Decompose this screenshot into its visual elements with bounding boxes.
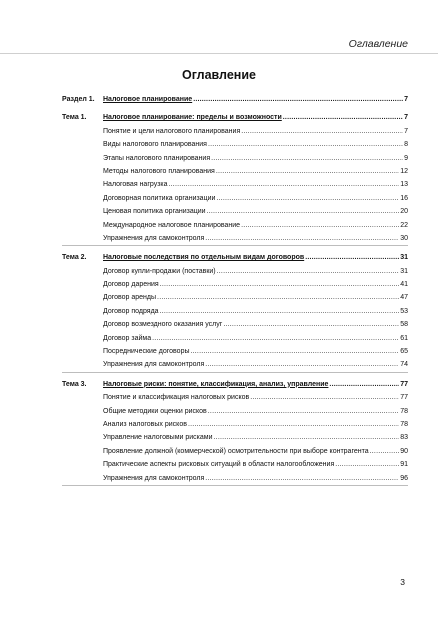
toc-dot-leader [250, 391, 399, 404]
toc-entry-page: 78 [400, 420, 408, 428]
toc-entry-line [103, 165, 408, 178]
toc-entry[interactable] [62, 472, 408, 486]
toc-entry[interactable] [62, 458, 408, 471]
toc-entry[interactable] [62, 192, 408, 205]
toc-entry[interactable] [62, 219, 408, 232]
toc-entry-line [103, 318, 408, 331]
toc-entry-line [103, 458, 408, 471]
toc-entry-text: Налоговая нагрузка [103, 181, 168, 189]
toc-dot-leader [157, 291, 399, 304]
toc-entry[interactable] [62, 358, 408, 372]
toc-dot-leader [169, 178, 400, 191]
toc-section-entry[interactable] [62, 251, 408, 264]
toc-entry-text: Упражнения для самоконтроля [103, 474, 205, 482]
toc-dot-leader [241, 125, 403, 138]
toc-entry-text: Понятие и цели налогового планирования [103, 127, 241, 135]
toc-entry[interactable] [62, 125, 408, 138]
toc-entry-line [103, 305, 408, 318]
toc-entry-page: 22 [400, 221, 408, 229]
toc-entry-page: 30 [400, 234, 408, 242]
toc-entry[interactable] [62, 178, 408, 191]
page-number: 3 [400, 577, 405, 587]
toc-entry-line [103, 445, 408, 458]
toc-entry-page: 16 [400, 194, 408, 202]
toc-entry-text: Налоговые последствия по отдельным видам договоров [103, 254, 305, 262]
toc-dot-leader [205, 358, 399, 371]
toc-entry-page: 74 [400, 361, 408, 369]
toc-entry[interactable] [62, 431, 408, 444]
toc-entry-line [103, 405, 408, 418]
toc-entry-line [103, 472, 408, 485]
toc-entry-line [103, 418, 408, 431]
toc-entry-text: Ценовая политика организации [103, 208, 206, 216]
toc-entry-page: 7 [404, 127, 408, 135]
toc-dot-leader [160, 305, 400, 318]
toc-entry[interactable] [62, 265, 408, 278]
toc-dot-leader [216, 165, 399, 178]
toc-dot-leader [193, 93, 403, 106]
toc-entry[interactable] [62, 291, 408, 304]
toc-dot-leader [283, 111, 403, 124]
toc-entry-page: 77 [400, 394, 408, 402]
toc-entry[interactable] [62, 205, 408, 218]
toc-entry-line [103, 219, 408, 232]
toc-entry-text: Договор купли-продажи (поставки) [103, 267, 216, 275]
toc-section-entry[interactable] [62, 93, 408, 106]
toc-section-entry[interactable] [62, 111, 408, 124]
toc-section-entry[interactable] [62, 378, 408, 391]
toc-entry-text: Упражнения для самоконтроля [103, 361, 205, 369]
toc-entry-line [103, 378, 408, 391]
toc-entry-page: 58 [400, 321, 408, 329]
toc-entry-line [103, 192, 408, 205]
toc-entry-line [103, 125, 408, 138]
toc-entry-line [103, 138, 408, 151]
toc-entry-line [103, 332, 408, 345]
toc-entry-page: 91 [400, 461, 408, 469]
toc-entry-page: 47 [400, 294, 408, 302]
running-header: Оглавление [348, 38, 408, 50]
toc-entry[interactable] [62, 232, 408, 246]
toc-entry-text: Договор аренды [103, 294, 157, 302]
toc-entry-page: 61 [400, 334, 408, 342]
toc-entry-page: 13 [400, 181, 408, 189]
toc-entry[interactable] [62, 445, 408, 458]
toc-entry-line [103, 358, 408, 371]
toc-dot-leader [211, 152, 403, 165]
toc-entry-line [103, 291, 408, 304]
toc-entry-text: Договор подряда [103, 307, 159, 315]
toc-dot-leader [188, 418, 399, 431]
toc-dot-leader [205, 232, 399, 245]
toc-entry-line [103, 111, 408, 124]
toc-entry-label: Тема 1. [62, 114, 87, 122]
toc-entry-text: Понятие и классификация налоговых рисков [103, 394, 250, 402]
toc-entry[interactable] [62, 418, 408, 431]
toc-dot-leader [329, 378, 399, 391]
toc-entry-page: 83 [400, 434, 408, 442]
toc-entry-page: 41 [400, 281, 408, 289]
toc-entry-line [103, 391, 408, 404]
toc-entry-text: Договор возмездного оказания услуг [103, 321, 223, 329]
toc-entry-line [103, 345, 408, 358]
toc-entry-text: Налоговое планирование: пределы и возможности [103, 114, 282, 122]
toc-entry-line [103, 278, 408, 291]
toc-entry-page: 20 [400, 208, 408, 216]
toc-dot-leader [208, 405, 399, 418]
toc-entry[interactable] [62, 152, 408, 165]
toc-entry-text: Практические аспекты рисковых ситуаций в области налогообложения [103, 461, 335, 469]
toc-dot-leader [205, 472, 399, 485]
toc-entry[interactable] [62, 391, 408, 404]
toc-entry-text: Налоговое планирование [103, 96, 193, 103]
toc-entry-text: Этапы налогового планирования [103, 154, 211, 162]
toc-entry-page: 12 [400, 167, 408, 175]
toc-entry-line [103, 431, 408, 444]
toc-dot-leader [160, 278, 399, 291]
toc-entry-text: Управление налоговыми рисками [103, 434, 213, 442]
toc-entry-line [103, 93, 408, 106]
toc-dot-leader [216, 192, 399, 205]
toc-entry-page: 7 [404, 96, 408, 103]
toc-entry-text: Упражнения для самоконтроля [103, 234, 205, 242]
toc-entry-text: Посреднические договоры [103, 348, 190, 356]
toc-entry-text: Налоговые риски: понятие, классификация, анализ, управление [103, 380, 329, 388]
toc-entry-line [103, 232, 408, 245]
toc-dot-leader [191, 345, 400, 358]
toc-entry[interactable] [62, 278, 408, 291]
toc-dot-leader [214, 431, 400, 444]
toc-entry-page: 90 [400, 447, 408, 455]
toc-entry[interactable] [62, 305, 408, 318]
toc-entry[interactable] [62, 345, 408, 358]
toc-entry-page: 31 [400, 254, 408, 262]
toc-dot-leader [217, 265, 400, 278]
toc-entry-page: 77 [400, 380, 408, 388]
toc-dot-leader [223, 318, 399, 331]
page-title: Оглавление [182, 68, 256, 82]
toc-entry-line [103, 205, 408, 218]
toc-entry-text: Договор займа [103, 334, 152, 342]
toc-dot-leader [335, 458, 399, 471]
toc-dot-leader [370, 445, 400, 458]
toc-entry-line [103, 265, 408, 278]
toc-entry-text: Договор дарения [103, 281, 159, 289]
toc-entry[interactable] [62, 405, 408, 418]
toc-entry-text: Виды налогового планирования [103, 141, 207, 149]
toc-entry-line [103, 251, 408, 264]
toc-entry-text: Методы налогового планирования [103, 167, 215, 175]
toc-entry-page: 31 [400, 267, 408, 275]
toc-entry-line [103, 152, 408, 165]
toc-entry-text: Договорная политика организации [103, 194, 216, 202]
toc-dot-leader [208, 138, 403, 151]
toc-entry-label: Раздел 1. [62, 96, 95, 103]
toc-entry-text: Проявление должной (коммерческой) осмотрительности при выборе контрагента [103, 447, 369, 455]
toc-entry[interactable] [62, 138, 408, 151]
toc-entry-text: Общие методики оценки рисков [103, 407, 207, 415]
toc-dot-leader [207, 205, 400, 218]
toc-entry[interactable] [62, 165, 408, 178]
toc-entry-label: Тема 2. [62, 254, 87, 262]
toc-entry-text: Анализ налоговых рисков [103, 420, 187, 428]
toc-entry-page: 9 [404, 154, 408, 162]
toc-entry[interactable] [62, 332, 408, 345]
toc-dot-leader [305, 251, 399, 264]
toc-dot-leader [152, 332, 399, 345]
toc-entry-page: 7 [404, 114, 408, 122]
toc-entry[interactable] [62, 318, 408, 331]
toc-entry-text: Международное налоговое планирование [103, 221, 241, 229]
toc-dot-leader [241, 219, 399, 232]
toc-entry-page: 8 [404, 141, 408, 149]
toc-entry-page: 96 [400, 474, 408, 482]
toc-entry-line [103, 178, 408, 191]
toc-entry-page: 65 [400, 348, 408, 356]
table-of-contents [62, 93, 408, 486]
toc-entry-label: Тема 3. [62, 380, 87, 388]
toc-entry-page: 78 [400, 407, 408, 415]
header-rule [0, 53, 438, 54]
toc-entry-page: 53 [400, 307, 408, 315]
